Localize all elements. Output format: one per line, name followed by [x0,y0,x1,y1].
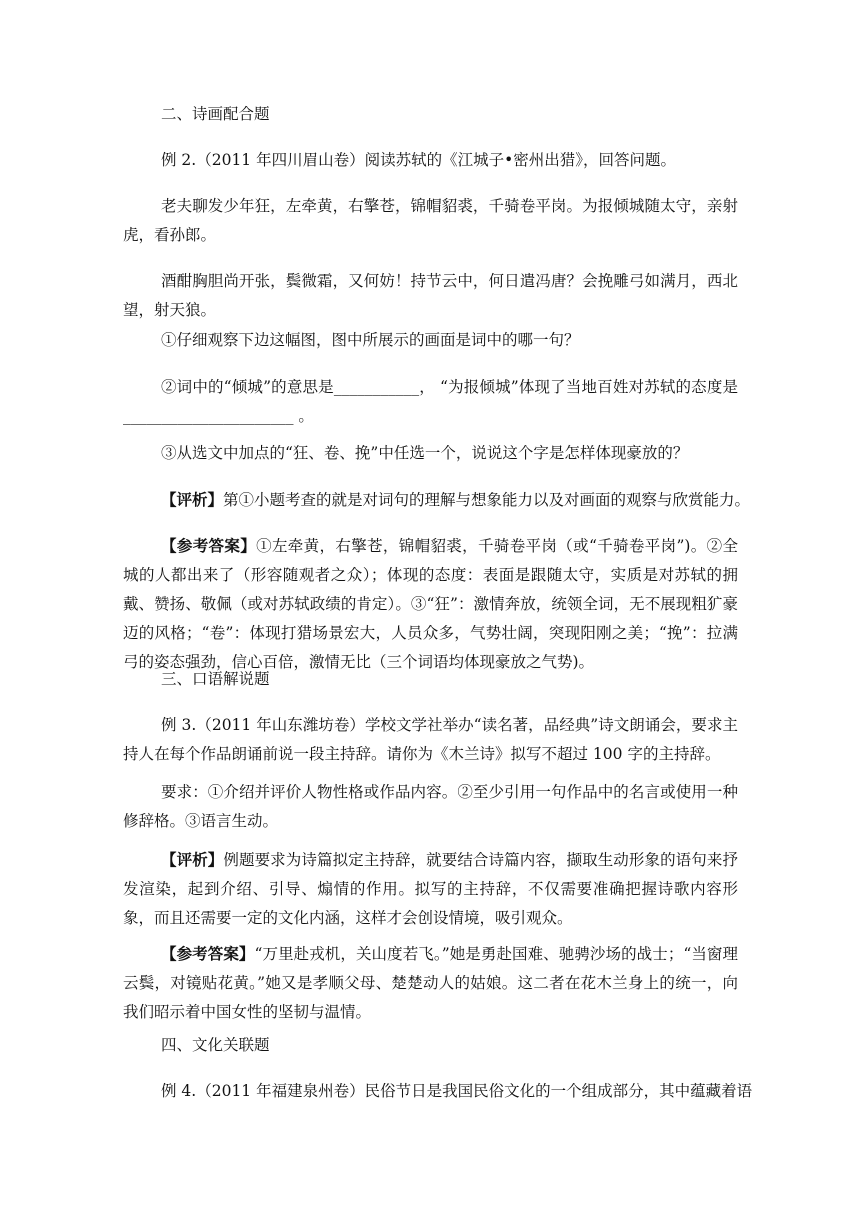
example-3-requirements: 要求：①介绍并评价人物性格或作品内容。②至少引用一句作品中的名言或使用一种修辞格。③语言生动。 [123,783,738,830]
evaluation-text: 第①小题考查的就是对词句的理解与想象能力以及对画面的观察与欣赏能力。 [223,491,751,509]
section-heading-oral: 三、口语解说题 [161,670,270,688]
answer-label: 【参考答案】 [161,536,257,555]
question-3: ③从选文中加点的“狂、卷、挽”中任选一个，说说这个字是怎样体现豪放的？ [161,444,689,462]
poem-stanza-1: 老夫聊发少年狂，左牵黄，右擎苍，锦帽貂裘，千骑卷平岗。为报倾城随太守，亲射虎，看孙郎。 [123,197,738,244]
section-heading-poem-picture: 二、诗画配合题 [161,105,270,123]
evaluation-example-2 [123,485,751,515]
answer-example-3 [123,939,738,1027]
example-4-prompt: 例 4.（2011 年福建泉州卷）民俗节日是我国民俗文化的一个组成部分，其中蕴藏着语 [161,1082,753,1100]
example-3-prompt: 例 3.（2011 年山东潍坊卷）学校文学社举办“读名著，品经典”诗文朗诵会，要求主持人在每个作品朗诵前说一段主持辞。请你为《木兰诗》拟写不超过 100 字的主持辞。 [123,716,738,763]
question-2: ②词中的“倾城”的意思是___________， “为报倾城”体现了当地百姓对苏轼的态度是______________________ 。 [123,378,738,425]
example-2-prompt: 例 2.（2011 年四川眉山卷）阅读苏轼的《江城子•密州出猎》，回答问题。 [161,151,676,169]
answer-text: “万里赴戎机，关山度若飞。”她是勇赴国难、驰骋沙场的战士；“当窗理云鬓，对镜贴花黄。”她又是孝顺父母、楚楚动人的姑娘。这二者在花木兰身上的统一，向我们昭示着中国女性的坚韧与温情。 [123,945,738,1021]
section-heading-culture: 四、文化关联题 [161,1036,270,1054]
answer-example-2 [123,531,738,677]
question-1: ①仔细观察下边这幅图，图中所展示的画面是词中的哪一句？ [161,331,580,349]
answer-label: 【参考答案】 [161,944,255,963]
evaluation-label: 【评析】 [161,850,224,869]
evaluation-text: 例题要求为诗篇拟定主持辞，就要结合诗篇内容，撷取生动形象的语句来抒发渲染，起到介绍、引导、煽情的作用。拟写的主持辞，不仅需要准确把握诗歌内容形象，而且还需要一定的文化内涵，这样才会创设情境，吸引观众。 [123,851,738,927]
evaluation-label: 【评析】 [161,490,224,509]
answer-text: ①左牵黄，右擎苍，锦帽貂裘，千骑卷平岗（或“千骑卷平岗”)。②全城的人都出来了（形容随观者之众）；体现的态度：表面是跟随太守，实质是对苏轼的拥戴、赞扬、敬佩（或对苏轼政绩的肯定）。③“狂”：激情奔放，统领全词，无不展现粗犷豪迈的风格；“卷”：体现打猎场景宏大，人员众多，气势壮阔，突现阳刚之美；“挽”：拉满弓的姿态强劲，信心百倍，激情无比（三个词语均体现豪放之气势)。 [123,537,738,671]
evaluation-example-3 [123,845,738,933]
poem-stanza-2: 酒酣胸胆尚开张，鬓微霜，又何妨！持节云中，何日遣冯唐？会挽雕弓如满月，西北望，射天狼。 [123,272,738,319]
